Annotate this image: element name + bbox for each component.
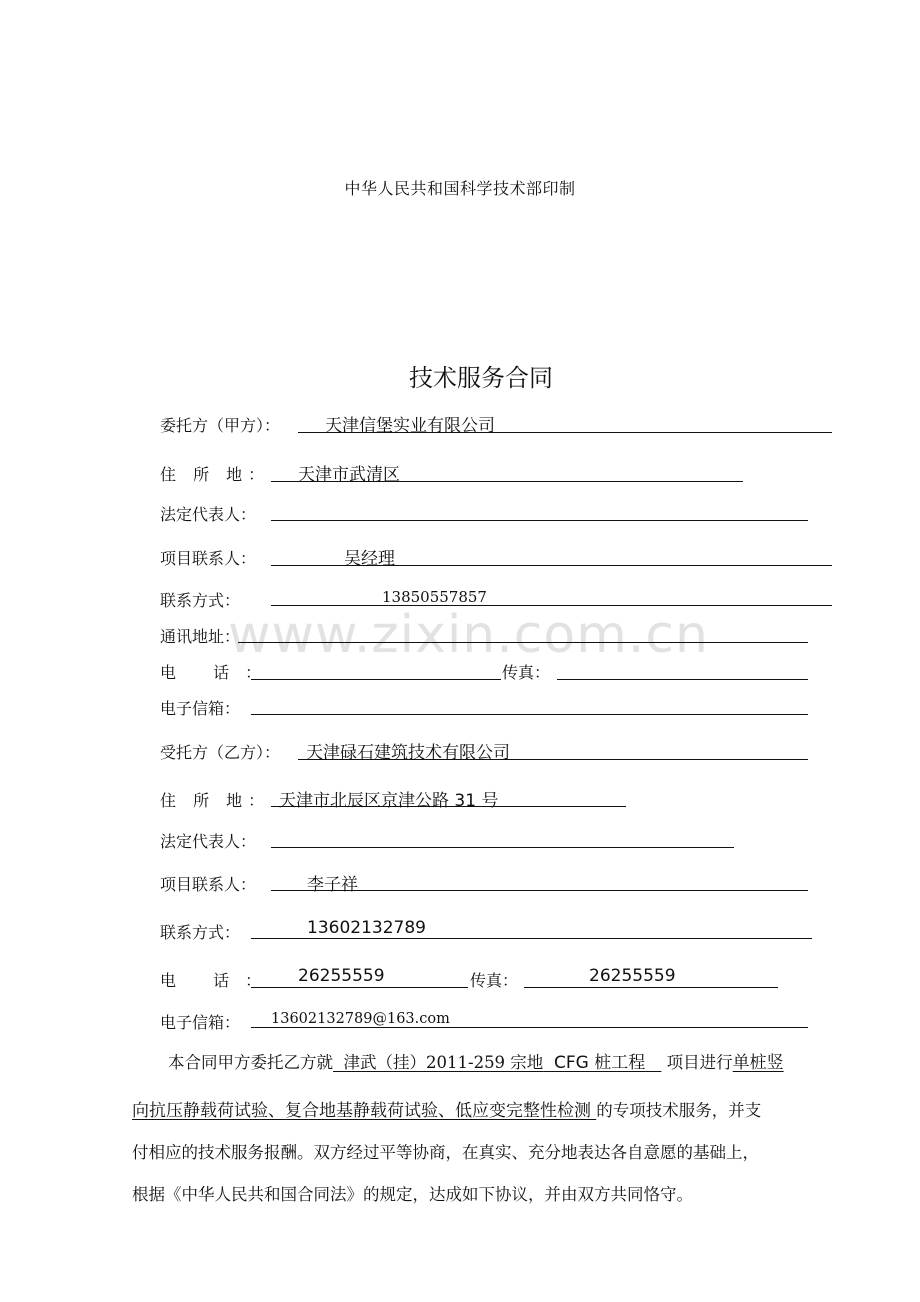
party-b-tel: 26255559 — [298, 966, 385, 986]
party-b-phone-method: 13602132789 — [307, 918, 426, 938]
party-a-contact-label: 项目联系人： — [160, 549, 257, 568]
p1-intro: 本合同甲方委托乙方就 — [168, 1053, 333, 1072]
party-b-fax: 26255559 — [589, 966, 676, 986]
party-a-address-label — [160, 462, 270, 485]
party-a-name: 天津信堡实业有限公司 — [325, 416, 495, 436]
p1-mid: 项目进行 — [666, 1053, 733, 1072]
party-a-phone-method-line — [271, 605, 832, 606]
party-a-address-label-text: 住 所 地： — [160, 465, 271, 484]
watermark-text: www.zixin.com.cn — [228, 605, 709, 665]
party-b-fax-line — [524, 987, 778, 988]
body-line-4: 根据《中华人民共和国合同法》的规定，达成如下协议，并由双方共同恪守。 — [132, 1185, 693, 1204]
party-b-contact-label: 项目联系人： — [160, 875, 257, 894]
party-a-mail-address-line — [238, 642, 808, 643]
party-b-address: 天津市北辰区京津公路 31 号 — [279, 791, 499, 811]
body-line-3: 付相应的技术服务报酬。双方经过平等协商，在真实、充分地表达各自意愿的基础上， — [132, 1143, 759, 1162]
party-a-mail-address-label: 通讯地址： — [160, 627, 241, 646]
party-b-contact: 李子祥 — [307, 875, 358, 895]
party-b-address-label — [160, 788, 270, 811]
party-b-email: 13602132789@163.com — [271, 1011, 450, 1027]
party-a-legal-rep-line — [271, 520, 808, 521]
party-a-label: 委托方（甲方）： — [160, 416, 281, 435]
p1-project-name-text: CFG 桩工程 — [553, 1053, 646, 1073]
party-b-name: 天津碌石建筑技术有限公司 — [306, 743, 510, 763]
party-b-tel-label-text: 电 话： — [160, 971, 278, 990]
publisher-line: 中华人民共和国科学技术部印制 — [344, 179, 576, 198]
party-a-phone-method: 13850557857 — [382, 588, 487, 606]
p1-project-location — [333, 1053, 549, 1072]
party-a-email-label: 电子信箱： — [160, 699, 241, 718]
party-a-address: 天津市武清区 — [298, 465, 400, 485]
party-a-fax-label: 传真： — [502, 663, 551, 682]
body-line-1 — [132, 1043, 837, 1083]
p2-tail: 的专项技术服务，并支 — [596, 1101, 762, 1120]
party-a-phone-method-label: 联系方式： — [160, 591, 241, 610]
party-a-fax-line — [557, 679, 808, 680]
party-a-email-line — [251, 714, 808, 715]
p2-service-b: 向抗压静载荷试验、复合地基静载荷试验、低应变完整性检测 — [132, 1101, 591, 1121]
party-b-email-label: 电子信箱： — [160, 1013, 241, 1032]
p1-project-name — [549, 1053, 662, 1073]
party-b-phone-method-label: 联系方式： — [160, 923, 241, 942]
party-b-legal-rep-line — [271, 847, 734, 848]
party-b-fax-label: 传真： — [470, 971, 519, 990]
document-title: 技术服务合同 — [409, 364, 553, 392]
party-a-tel-label-text: 电 话： — [160, 663, 278, 682]
p1-service-a: 单桩竖 — [732, 1053, 784, 1073]
party-b-tel-line — [251, 987, 468, 988]
body-line-2 — [132, 1091, 837, 1131]
party-a-tel-line — [251, 679, 501, 680]
party-b-legal-rep-label: 法定代表人： — [160, 832, 257, 851]
party-b-address-label-text: 住 所 地： — [160, 791, 271, 810]
party-a-legal-rep-label: 法定代表人： — [160, 505, 257, 524]
party-b-phone-method-line — [251, 938, 812, 939]
party-b-email-line — [251, 1027, 808, 1028]
party-a-contact: 吴经理 — [344, 549, 395, 569]
party-b-label: 受托方（乙方）： — [160, 743, 281, 762]
p1-project-location-text: 津武（挂）2011-259 宗地 — [343, 1053, 544, 1072]
